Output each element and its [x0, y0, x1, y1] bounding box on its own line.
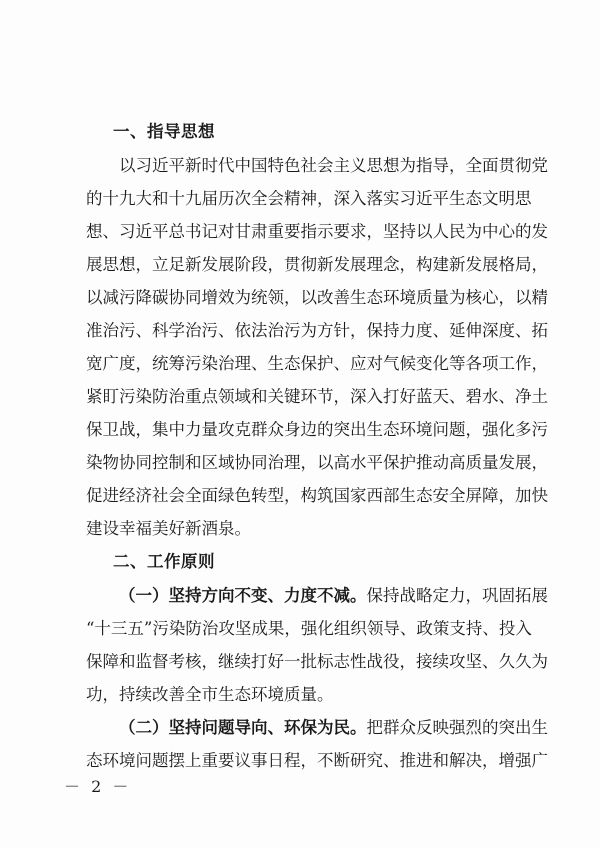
- section-heading-guiding-ideology: 一、指导思想: [113, 122, 215, 141]
- paragraph-line: 紧盯污染防治重点领域和关键环节，深入打好蓝天、碧水、净土: [86, 387, 548, 406]
- paragraph-line: 态环境问题摆上重要议事日程，不断研究、推进和解决，增强广: [86, 751, 548, 770]
- paragraph-line: 染物协同控制和区域协同治理，以高水平保护推动高质量发展，: [86, 453, 548, 472]
- principle-2-lead: （二）坚持问题导向、环保为民。: [119, 718, 367, 737]
- paragraph-line: 展思想，立足新发展阶段，贯彻新发展理念，构建新发展格局，: [86, 255, 548, 274]
- paragraph-line: 的十九大和十九届历次全会精神，深入落实习近平生态文明思: [86, 189, 532, 208]
- principle-2-first-rest: 把群众反映强烈的突出生: [366, 718, 548, 737]
- page-number: － 2 －: [64, 777, 132, 796]
- section-heading-work-principles: 二、工作原则: [113, 552, 215, 571]
- paragraph-line: 宽广度，统筹污染治理、生态保护、应对气候变化等各项工作，: [86, 354, 548, 373]
- paragraph-line: 建设幸福美好新酒泉。: [86, 519, 251, 538]
- paragraph-line: 功，持续改善全市生态环境质量。: [86, 685, 334, 704]
- paragraph-line: 保卫战，集中力量攻克群众身边的突出生态环境问题，强化多污: [86, 420, 548, 439]
- paragraph-line: 促进经济社会全面绿色转型，构筑国家西部生态安全屏障，加快: [86, 486, 548, 505]
- principle-1-first-line: [119, 586, 548, 606]
- principle-1-first-rest: 保持战略定力，巩固拓展: [366, 586, 548, 605]
- paragraph-line: 以减污降碳协同增效为统领，以改善生态环境质量为核心，以精: [86, 288, 548, 307]
- paragraph-line: 准治污、科学治污、依法治污为方针，保持力度、延伸深度、拓: [86, 321, 548, 340]
- principle-1-lead: （一）坚持方向不变、力度不减。: [119, 586, 367, 605]
- paragraph-line: 想、习近平总书记对甘肃重要指示要求，坚持以人民为中心的发: [86, 222, 548, 241]
- paragraph-line: 以习近平新时代中国特色社会主义思想为指导，全面贯彻党: [119, 156, 548, 175]
- paragraph-line: 保障和监督考核，继续打好一批标志性战役，接续攻坚、久久为: [86, 652, 548, 671]
- principle-2-first-line: [119, 718, 548, 738]
- paragraph-line: “十三五”污染防治攻坚成果，强化组织领导、政策支持、投入: [86, 619, 532, 638]
